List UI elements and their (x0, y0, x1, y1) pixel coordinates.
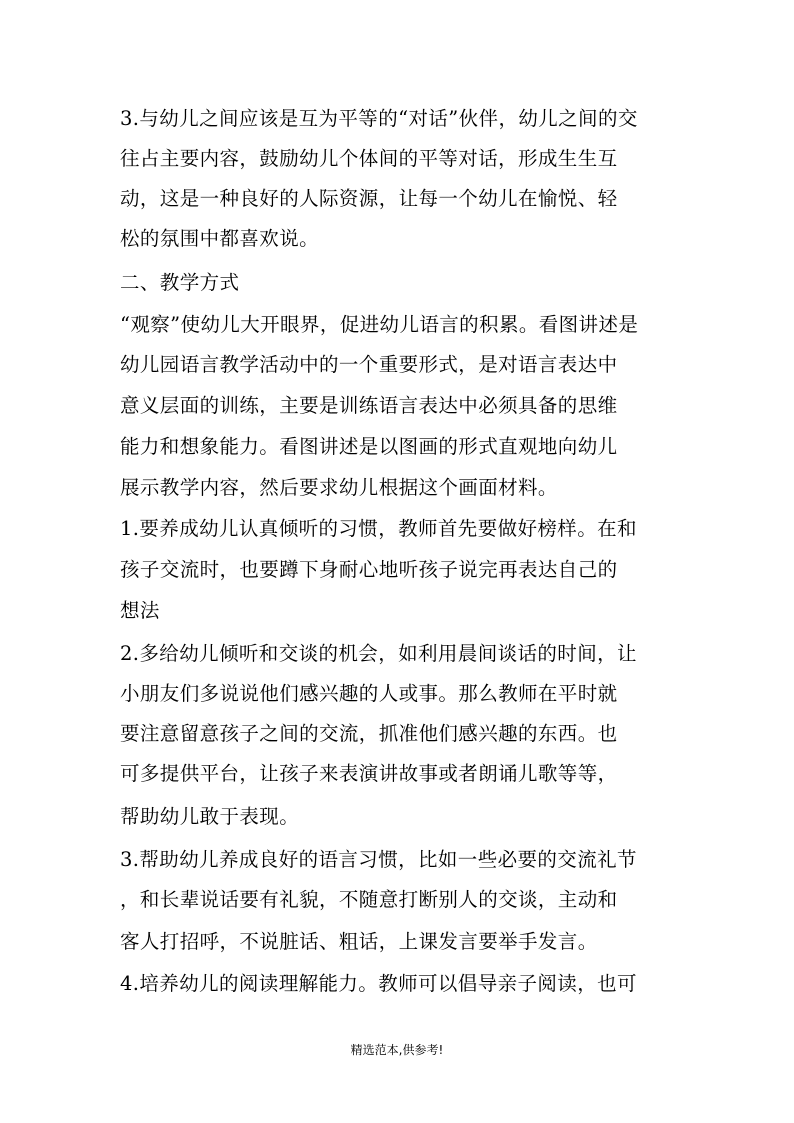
text-line: 往占主要内容，鼓励幼儿个体间的平等对话，形成生生互 (120, 147, 618, 170)
text-line: 小朋友们多说说他们感兴趣的人或事。那么教师在平时就 (120, 682, 618, 705)
text-line: 3.与幼儿之间应该是互为平等的“对话”伙伴，幼儿之间的交 (120, 107, 638, 130)
text-line: ，和长辈说话要有礼貌，不随意打断别人的交谈，主动和 (120, 888, 618, 911)
text-line: 孩子交流时，也要蹲下身耐心地听孩子说完再表达自己的 (120, 558, 618, 581)
text-line: 想法 (120, 599, 160, 622)
text-line: 松的氛围中都喜欢说。 (120, 227, 320, 250)
text-line: 幼儿园语言教学活动中的一个重要形式，是对语言表达中 (120, 353, 618, 376)
text-line: 意义层面的训练，主要是训练语言表达中必须具备的思维 (120, 394, 618, 417)
text-line: 能力和想象能力。看图讲述是以图画的形式直观地向幼儿 (120, 435, 618, 458)
text-line: 可多提供平台，让孩子来表演讲故事或者朗诵儿歌等等， (120, 762, 618, 785)
text-line: “观察”使幼儿大开眼界，促进幼儿语言的积累。看图讲述是 (120, 313, 639, 336)
text-line: 帮助幼儿敢于表现。 (120, 805, 300, 828)
text-line: 展示教学内容，然后要求幼儿根据这个画面材料。 (120, 476, 558, 499)
text-line: 1.要养成幼儿认真倾听的习惯，教师首先要做好榜样。在和 (120, 517, 637, 540)
text-line: 2.多给幼儿倾听和交谈的机会，如利用晨间谈话的时间，让 (120, 642, 637, 665)
page-footer: 精选范本,供参考! (350, 1043, 444, 1057)
text-line: 3.帮助幼儿养成良好的语言习惯，比如一些必要的交流礼节 (120, 848, 637, 871)
text-line: 4.培养幼儿的阅读理解能力。教师可以倡导亲子阅读，也可 (120, 972, 637, 995)
section-heading: 二、教学方式 (120, 271, 240, 294)
text-line: 客人打招呼，不说脏话、粗话，上课发言要举手发言。 (120, 930, 598, 953)
text-line: 要注意留意孩子之间的交流，抓准他们感兴趣的东西。也 (120, 722, 618, 745)
text-line: 动，这是一种良好的人际资源，让每一个幼儿在愉悦、轻 (120, 187, 618, 210)
